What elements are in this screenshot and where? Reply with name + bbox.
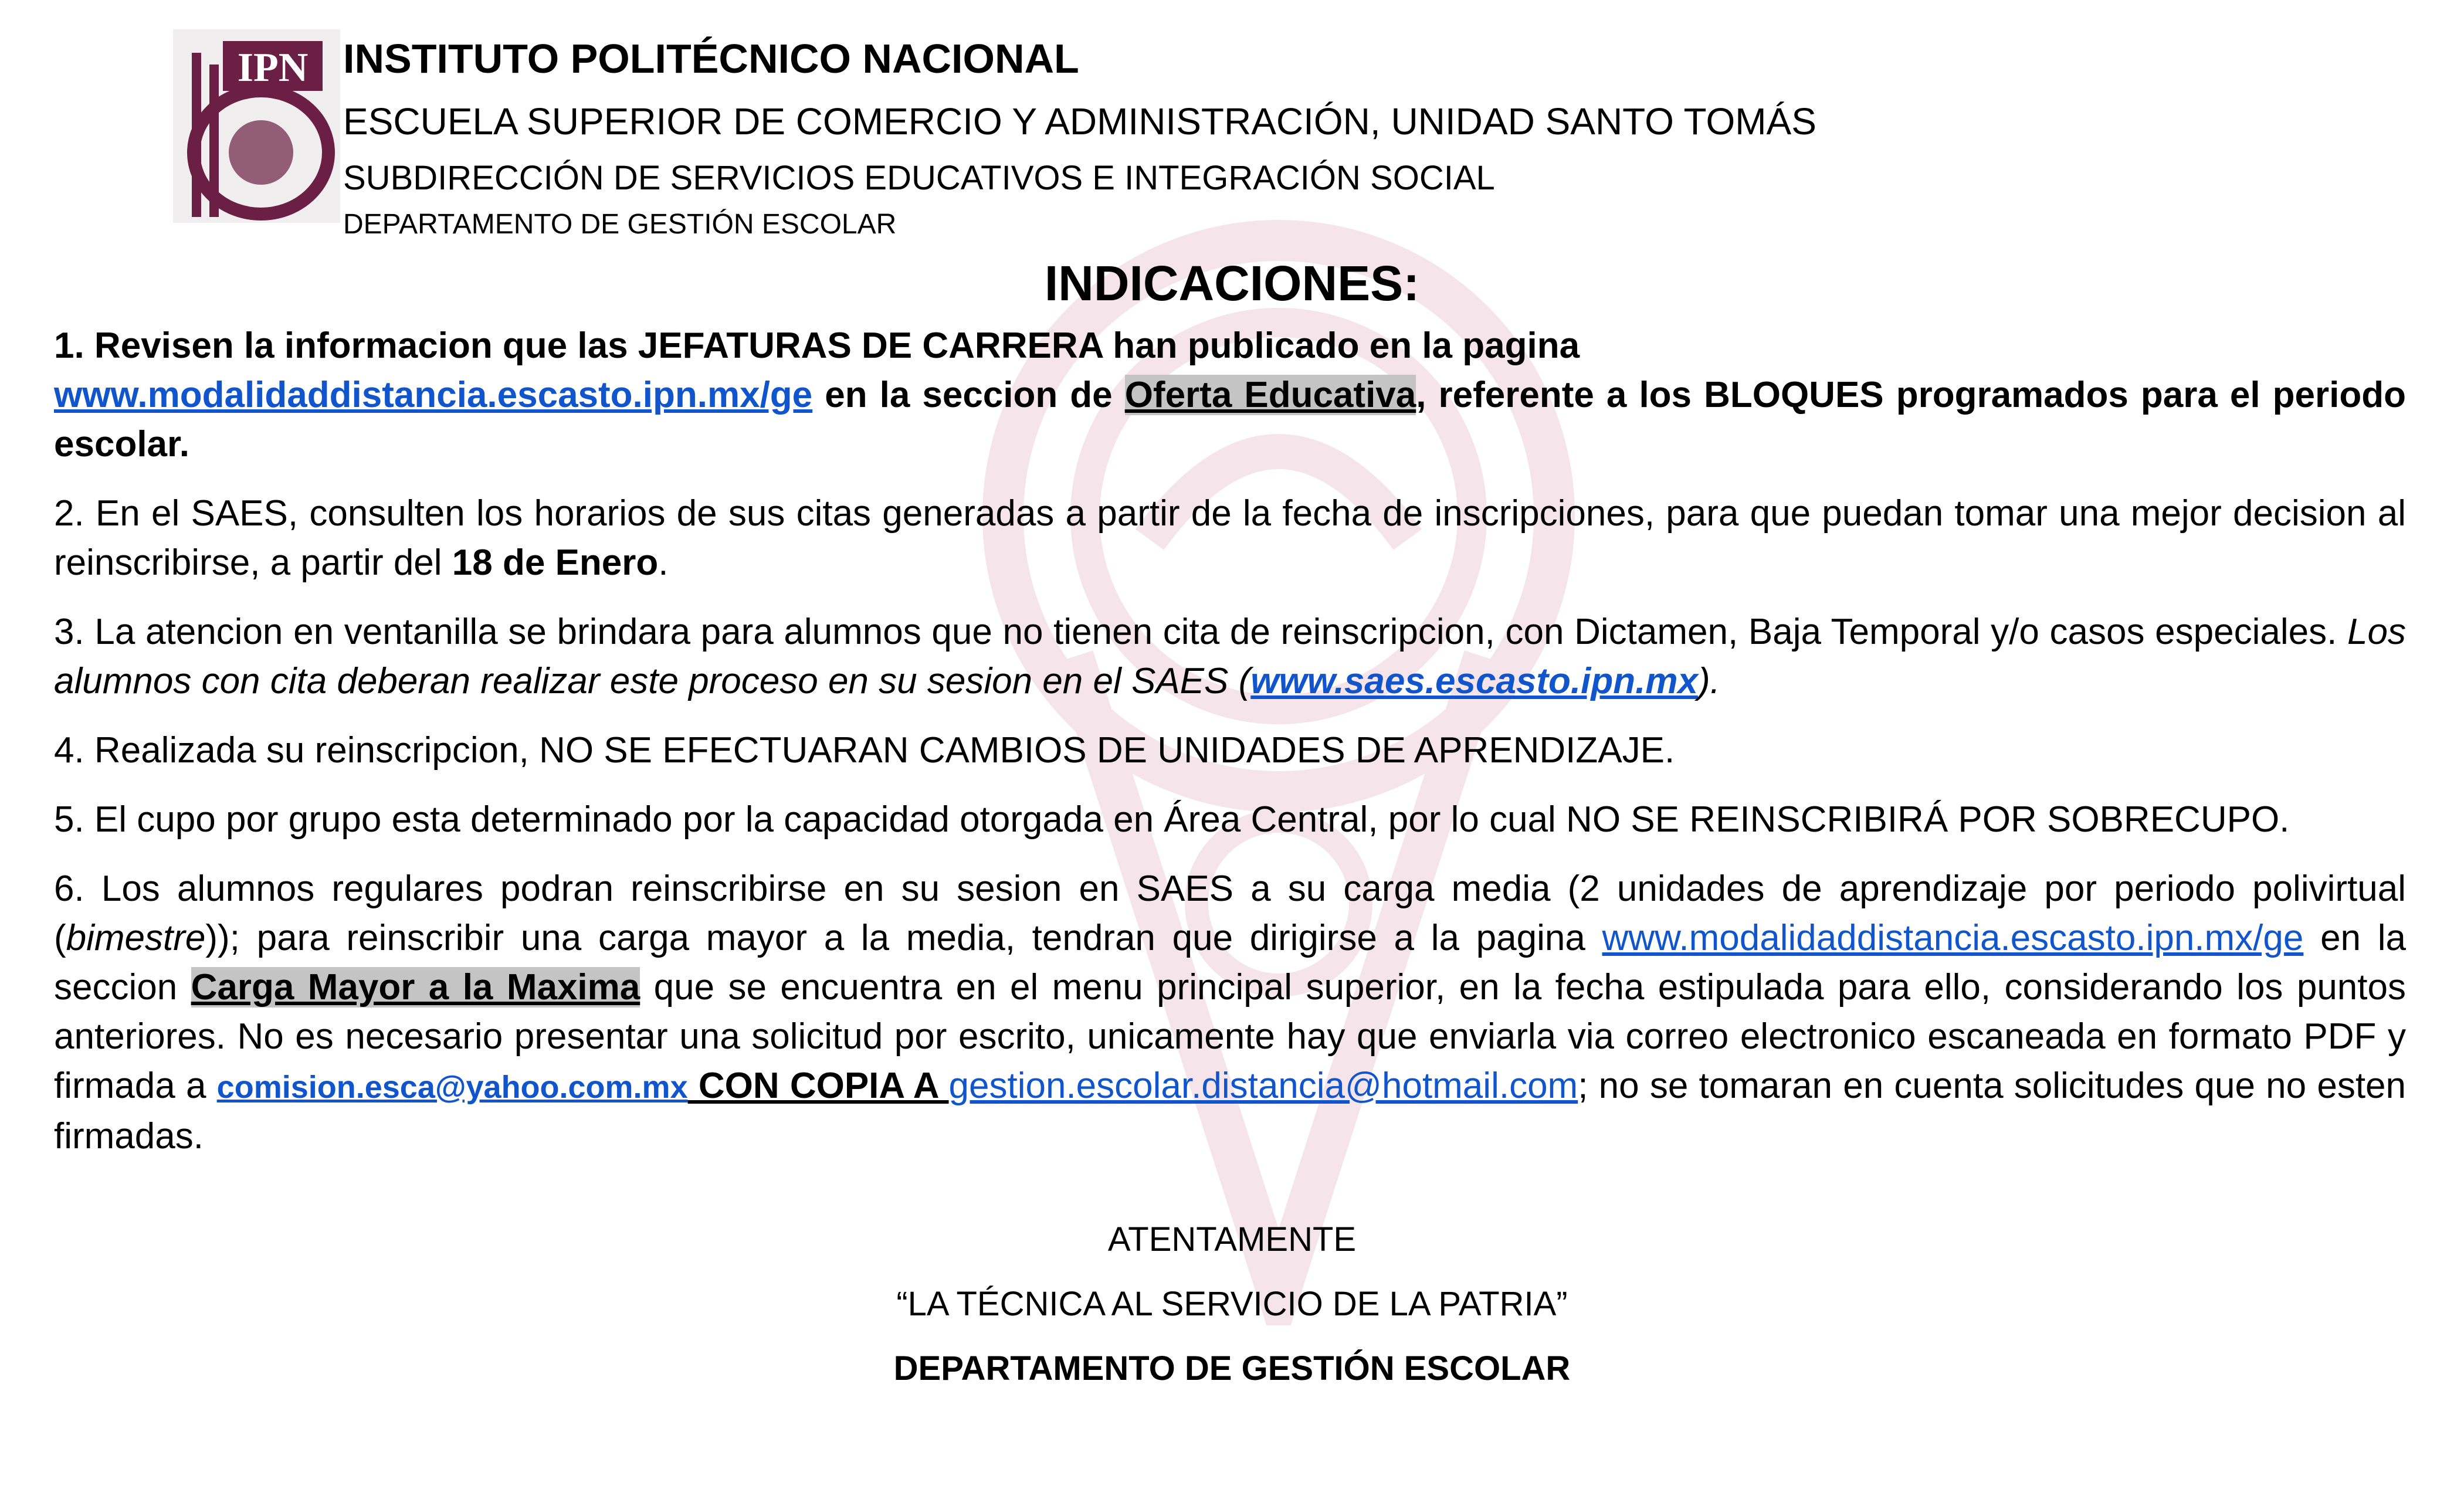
instruction-2 — [54, 489, 2406, 588]
ipn-logo — [173, 29, 340, 223]
instructions-list — [54, 321, 2406, 1181]
school-name: ESCUELA SUPERIOR DE COMERCIO Y ADMINISTRACIÓN, UNIDAD SANTO TOMÁS — [343, 100, 1816, 143]
instruction-3-italic: Los alumnos con cita deberan realizar este proceso en su sesion en el SAES ( — [54, 612, 2406, 701]
instruction-1 — [54, 321, 2406, 469]
instruction-1-text: 1. Revisen la informacion que las JEFATURAS DE CARRERA han publicado en la pagina — [54, 325, 1580, 366]
instruction-6-text-d: que se encuentra en el menu principal superior, en la fecha estipulada para ello, considerando los puntos anteriores. No es necesario presentar una solicitud por escrito, unicamente hay que enviarla via correo electronico escaneada en formato PDF y firmada a — [54, 967, 2406, 1106]
oferta-educativa-highlight: Oferta Educativa — [1124, 375, 1416, 415]
saes-link[interactable]: www.saes.escasto.ipn.mx — [1250, 661, 1698, 701]
ipn-logo-icon — [173, 29, 340, 223]
instruction-6-end: ; no se tomaran en cuenta solicitudes que no esten firmadas. — [54, 1066, 2407, 1156]
instruction-2-end: . — [658, 542, 669, 583]
department-name: DEPARTAMENTO DE GESTIÓN ESCOLAR — [343, 209, 897, 240]
page-title: INDICACIONES: — [1044, 256, 1420, 311]
closing-atentamente: ATENTAMENTE — [1107, 1220, 1357, 1258]
instruction-3 — [54, 608, 2406, 706]
con-copia-label: CON COPIA A — [687, 1066, 949, 1106]
instruction-4: 4. Realizada su reinscripcion, NO SE EFECTUARAN CAMBIOS DE UNIDADES DE APRENDIZAJE. — [54, 730, 1675, 771]
carga-mayor-highlight: Carga Mayor a la Maxima — [191, 967, 640, 1007]
instruction-1-text-c: , referente a los BLOQUES programados para el periodo escolar. — [54, 375, 2407, 464]
instruction-2-date: 18 de Enero — [452, 542, 659, 583]
modalidad-distancia-link-2[interactable]: www.modalidaddistancia.escasto.ipn.mx/ge — [1602, 918, 2304, 958]
closing-department: DEPARTAMENTO DE GESTIÓN ESCOLAR — [893, 1349, 1571, 1388]
subdirection-name: SUBDIRECCIÓN DE SERVICIOS EDUCATIVOS E INTEGRACIÓN SOCIAL — [343, 159, 1495, 197]
instruction-6 — [54, 864, 2406, 1161]
closing-motto: “LA TÉCNICA AL SERVICIO DE LA PATRIA” — [896, 1285, 1568, 1323]
institution-name: INSTITUTO POLITÉCNICO NACIONAL — [343, 36, 1079, 82]
instruction-1-text-b: en la seccion de — [812, 375, 1125, 415]
instruction-6-text: 6. Los alumnos regulares podran reinscribirse en su sesion en SAES a su carga media (2 unidades de aprendizaje por periodo polivirtual ( — [54, 869, 2406, 958]
comision-email-link[interactable]: comision.esca@yahoo.com.mx — [216, 1070, 688, 1105]
instruction-6-text-c: en la seccion — [54, 918, 2406, 1007]
instruction-6-text-b: )); para reinscribir una carga mayor a la media, tendran que dirigirse a la pagina — [205, 918, 1602, 958]
instruction-5: 5. El cupo por grupo esta determinado por la capacidad otorgada en Área Central, por lo cual NO SE REINSCRIBIRÁ POR SOBRECUPO. — [54, 799, 2290, 840]
ipn-logo-text: IPN — [237, 45, 309, 90]
instruction-6-italic: bimestre — [66, 918, 206, 958]
gestion-email-link[interactable]: gestion.escolar.distancia@hotmail.com — [948, 1066, 1578, 1106]
instruction-3-end: ). — [1697, 661, 1720, 701]
instruction-3-text: 3. La atencion en ventanilla se brindara para alumnos que no tienen cita de reinscripcion, con Dictamen, Baja Temporal y/o casos especiales. — [54, 612, 2348, 652]
modalidad-distancia-link[interactable]: www.modalidaddistancia.escasto.ipn.mx/ge — [54, 375, 813, 415]
instruction-2-text: 2. En el SAES, consulten los horarios de sus citas generadas a partir de la fecha de inscripciones, para que puedan tomar una mejor decision al reinscribirse, a partir del — [54, 493, 2406, 583]
